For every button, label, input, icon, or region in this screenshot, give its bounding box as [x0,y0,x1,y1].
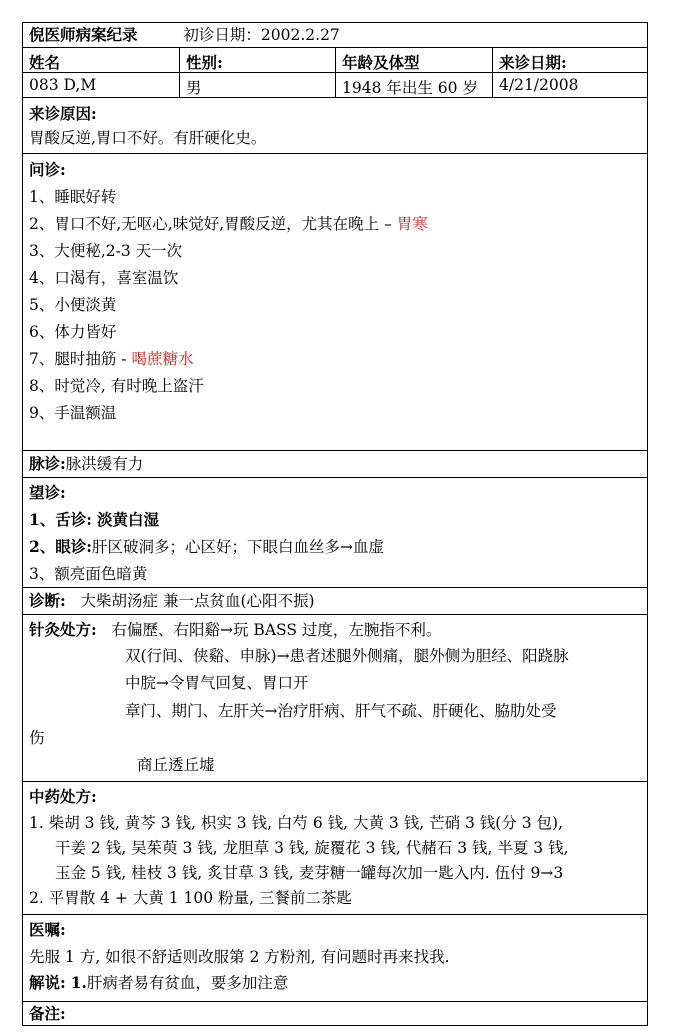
name-value: 083 D,M [23,73,180,97]
title-row [23,23,647,48]
tongue-diagnosis: 1、舌诊: 淡黄白湿 [29,510,159,529]
inquiry-item: 9、手温额温 [29,404,117,422]
acupuncture-section: 针灸处方: 右偏歷、右阳谿→玩 BASS 过度，左腕指不利。 双(行间、侠谿、申脉)→患者述腿外侧痛，腿外侧为胆经、阳跷脉 中脘→令胃气回复、胃口开 章门、期门、左肝关→治疗肝病、肝气不疏、肝硬化、脇肋处受 伤 商丘透丘墟 [23,615,647,782]
advice-label: 医嘱: [29,920,66,939]
inquiry-label: 问诊: [29,160,66,179]
record-title: 倪医师病案纪录 [29,25,138,44]
pulse-section [23,451,647,478]
inquiry-item: 8、时觉冷, 有时晚上盗汗 [29,377,204,395]
herbal-line: 1. 柴胡 3 钱, 黄芩 3 钱, 枳实 3 钱, 白芍 6 钱, 大黄 3 钱, 芒硝 3 钱(分 3 包), [29,814,564,832]
advice-section [23,915,647,1002]
remarks-label: 备注: [29,1004,66,1023]
herbal-line: 干姜 2 钱, 吴茱萸 3 钱, 龙胆草 3 钱, 旋覆花 3 钱, 代赭石 3 钱, 半夏 3 钱, [55,839,569,857]
herbal-label: 中药处方: [29,787,97,806]
inquiry-note: 胃寒 [396,215,428,233]
acupuncture-label: 针灸处方: [29,620,97,639]
herbal-line: 玉金 5 钱, 桂枝 3 钱, 炙甘草 3 钱, 麦芽糖一罐每次加一匙入内. 伍付 9→3 [55,864,564,882]
reason-text: 胃酸反逆,胃口不好。有肝硬化史。 [29,129,267,147]
explanation: 解说: 1.肝病者易有贫血，要多加注意 [29,973,289,992]
inquiry-item: 4、口渴有，喜室温饮 [29,269,179,287]
acupuncture-line: 中脘→令胃气回复、胃口开 [125,674,309,692]
observation-label: 望诊: [29,483,66,502]
sex-label: 性别: [180,48,336,72]
age-value: 1948 年出生 60 岁 [336,73,493,97]
reason-section [23,98,647,154]
diagnosis-section [23,588,647,615]
inquiry-item: 5、小便淡黄 [29,296,117,314]
advice-text: 先服 1 方, 如很不舒适则改服第 2 方粉剂, 有问题时再来找我. [29,948,450,966]
header-value-row [23,73,647,98]
eye-diagnosis: 2、眼诊:肝区破洞多；心区好；下眼白血丝多→血虚 [29,537,385,556]
acupuncture-line: 伤 [29,729,45,747]
inquiry-item: 6、体力皆好 [29,323,117,341]
visit-date-value: 4/21/2008 [499,76,579,94]
face-diagnosis: 3、额亮面色暗黄 [29,565,148,583]
acupuncture-line: 章门、期门、左肝关→治疗肝病、肝气不疏、肝硬化、脇肋处受 [125,702,557,720]
acupuncture-line: 商丘透丘墟 [137,756,215,774]
herbal-section [23,782,647,915]
first-visit-date: 2002.2.27 [260,26,340,44]
pulse-label: 脉诊: [29,454,66,473]
age-label: 年龄及体型 [336,48,493,72]
acupuncture-line: 双(行间、侠谿、申脉)→患者述腿外侧痛，腿外侧为胆经、阳跷脉 [125,647,569,665]
sex-value: 男 [180,73,336,97]
first-visit-label: 初诊日期： [183,26,261,44]
inquiry-item: 3、大便秘,2-3 天一次 [29,242,183,260]
medical-record-sheet [22,22,648,1026]
inquiry-item: 1、睡眠好转 [29,188,117,206]
name-label: 姓名 [23,48,180,72]
inquiry-item: 7、腿时抽筋 - 喝蔗糖水 [29,350,194,368]
reason-label: 来诊原因: [29,104,97,123]
herbal-line: 2. 平胃散 4 + 大黄 1 100 粉量, 三餐前二茶匙 [29,889,352,907]
visit-date-label: 来诊日期: [499,53,567,72]
header-label-row [23,48,647,73]
observation-section [23,478,647,588]
remarks-section [23,1002,647,1025]
inquiry-section [23,154,647,451]
diagnosis-label: 诊断: [29,591,66,610]
inquiry-item: 2、胃口不好,无呕心,味觉好,胃酸反逆，尤其在晚上 – 胃寒 [29,215,428,233]
pulse-text: 脉洪缓有力 [65,455,144,473]
inquiry-note: 喝蔗糖水 [131,350,194,368]
diagnosis-text: 大柴胡汤症 兼一点贫血(心阳不振) [80,592,315,610]
